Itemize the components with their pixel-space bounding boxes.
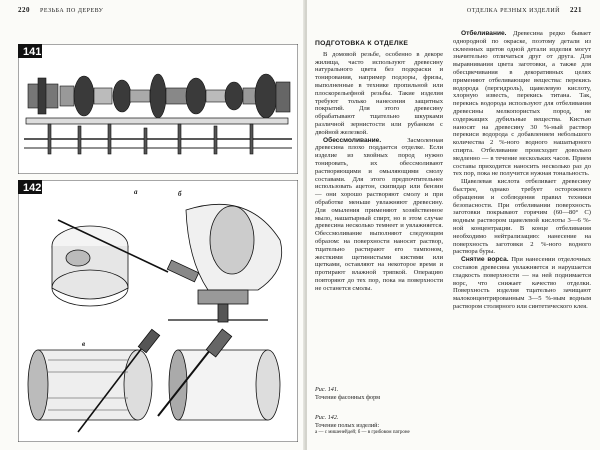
col2-paragraph-1-text: Древесина редко бывает однородной по окраске, поэтому детали из склеенных щитов одной детали изделия могут значительно отличаться друг от друга. Для выравнивания цвета заготовки, а также для обесцвечивания в декоративных целях применяют отбеливающие вещества: перекись водорода (пергидроль), щавелевую кислоту, хлорную известь, перекись титана. Так, перекись водорода используют для отбеливания древесины мелкопористых пород, не содержащих дубильные вещества. Кистью наносят на древесину 30 %-ный раствор перекиси водорода с добавлением небольшого количества 2 %-ного водного нашатырного спирта. Отбеливание происходит довольно медленно — в течение нескольких часов. Прием составы приходится наносить несколько раз до тех пор, пока не получится нужная тональность. <box>453 30 591 178</box>
figure-141-drawing <box>18 44 298 174</box>
caption-141-text: Точение фасонных форм <box>315 393 381 401</box>
section-heading: ПОДГОТОВКА К ОТДЕЛКЕ <box>315 40 409 47</box>
caption-142-title: Рис. 142. <box>315 414 339 421</box>
right-page-number: 221 <box>570 6 582 14</box>
col1-paragraph-2 <box>315 137 443 293</box>
right-running-head <box>467 6 582 14</box>
caption-142-sub: а — с мишенейдей; б — в грибовом патроне <box>315 430 410 435</box>
figure-141-label: 141 <box>23 46 42 58</box>
left-page-number: 220 <box>18 6 30 14</box>
run-in-heading-3: Снятие ворса. <box>461 256 509 264</box>
left-running-head <box>18 6 103 14</box>
col1-paragraph-1: В домовой резьбе, особенно в декоре жилища, часто используют древесину натурального цвета без подкраски и тонирования, например подзоры, фризы, выполненные в технике пропильной или плоскорельефной резьбы. Такие изделия требуют только нанесения защитных покрытий. Для этого древесину обрабатывают тщательно шкурками различной зернистости или рубанком с двойной железкой. <box>315 50 443 136</box>
right-running-title: ОТДЕЛКА РЕЗНЫХ ИЗДЕЛИЙ <box>466 8 560 14</box>
text-column-2 <box>453 30 591 311</box>
caption-142 <box>315 414 443 437</box>
run-in-heading-1: Обессмоливание. <box>323 136 382 144</box>
col2-paragraph-2: Щавелевая кислота отбеливает древесину быстрее, однако требует осторожного обращения и соблюдения правил техники безопасности. При отбеливании поверхность заготовки покрывают горячим (60—80° С) водным раствором щавелевой кислоты 3—6 %-ной концентрации. В конце отбеливания необходимо нейтрализацию: нанесение на поверхность заготовки 2 %-ного водного раствора буры. <box>453 178 591 256</box>
right-page <box>307 0 600 450</box>
figure-142-sub-v: в <box>82 340 86 348</box>
figure-141 <box>18 44 298 174</box>
col2-paragraph-1 <box>453 30 591 178</box>
figure-142-sub-a: а <box>134 188 138 196</box>
caption-141 <box>315 386 443 401</box>
run-in-heading-2: Отбеливание. <box>461 30 507 37</box>
figure-142 <box>18 180 298 442</box>
caption-141-title: Рис. 141. <box>315 386 339 393</box>
figure-142-sub-b: б <box>178 190 182 198</box>
col1-paragraph-2-text: Засмоленная древесина плохо поддается отделке. Если изделие из хвойных пород нужно тонировать, их обессмоливают растворяющими и омыляющими смолу составами. Для этого предпочтительнее использовать ацетон, скипидар или бензин — они хорошо растворяют смолу и при обработке меньше увлажняют древесину. Для омыления применяют хозяйственное мыло, нашатырный спирт, но в этом случае древесина несколько темнеет и увлажняется. Обессмоливание выполняют следующим образом: на поверхности наносят раствор, тщательно растирают его тампоном, жесткими щетинистыми кистями или щетками, оставляют на некоторое время и протирают влажной тряпкой. Операцию повторяют до тех пор, пока на поверхности не останется смолы. <box>315 136 443 292</box>
caption-142-text: Точение полых изделий: <box>315 421 380 429</box>
text-column-1 <box>315 40 443 293</box>
left-running-title: РЕЗЬБА ПО ДЕРЕВУ <box>40 8 104 14</box>
figure-142-label: 142 <box>23 182 42 194</box>
col2-paragraph-3 <box>453 256 591 311</box>
figure-142-drawing <box>18 180 298 442</box>
col2-paragraph-3-text: При нанесении отделочных составов древесина увлажняется и нарушается гладкость поверхности — на ней поднимается ворс, что снижает качество отделки. Поверхность изделия тщательно зачищают малоконцентрированным 3—5 %-ным водным раствором столярного или синтетического клея. <box>453 256 591 310</box>
